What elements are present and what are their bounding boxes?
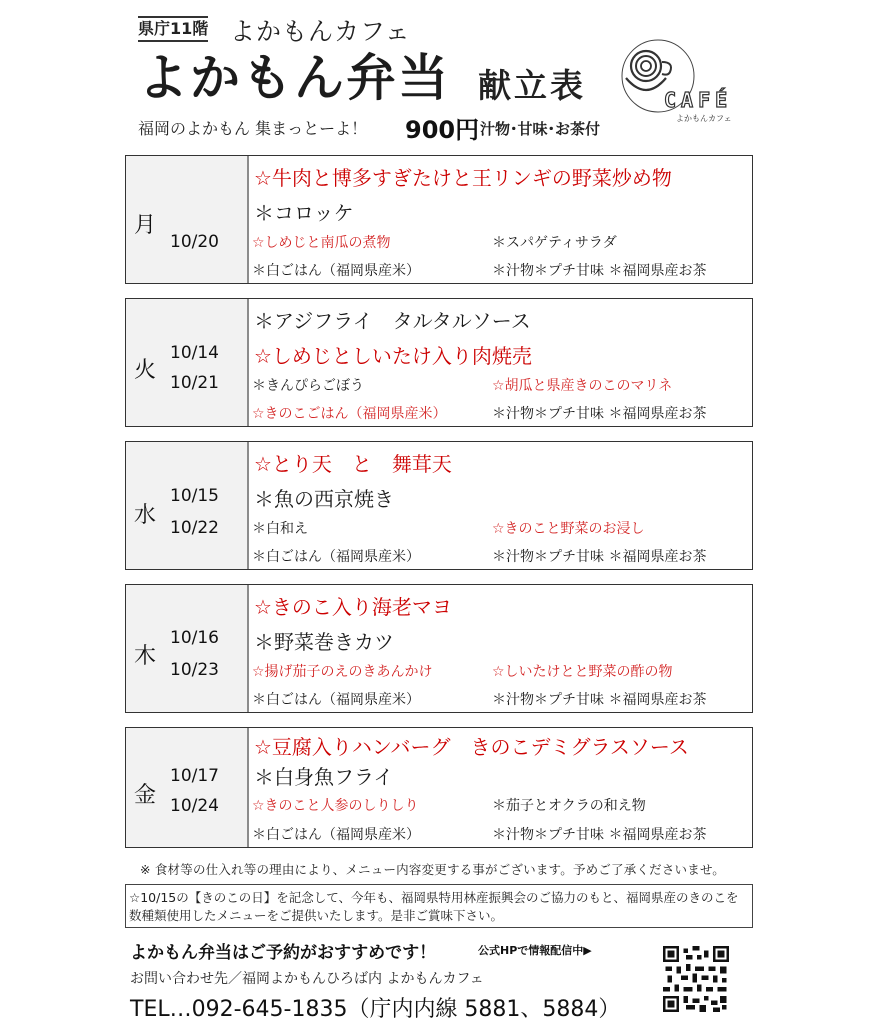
- rice: ＊白ごはん（福岡県産米）: [252, 692, 420, 708]
- rice: ☆きのこごはん（福岡県産米）: [252, 406, 447, 422]
- price: 900円: [405, 116, 480, 144]
- side-dish: ＊茄子とオクラの和え物: [492, 798, 646, 814]
- set-items: ＊汁物＊プチ甘味 ＊福岡県産お茶: [492, 263, 707, 279]
- menu-change-notice: ※ 食材等の仕入れ等の理由により、メニュー内容変更する事がございます。予めご了承くださいませ。: [140, 862, 725, 877]
- day-date: 10/16: [170, 628, 219, 648]
- main-dish: ☆とり天 と 舞茸天: [254, 452, 452, 476]
- cafe-name: よかもんカフェ: [230, 17, 411, 46]
- side-dish: ＊きんぴらごぼう: [252, 378, 364, 394]
- day-label: 木: [134, 644, 157, 669]
- reservation-note: よかもん弁当はご予約がおすすめです！: [130, 943, 437, 963]
- rice: ＊白ごはん（福岡県産米）: [252, 263, 420, 279]
- tagline: 福岡のよかもん 集まっとーよ！: [138, 119, 368, 138]
- rice: ＊白ごはん（福岡県産米）: [252, 827, 420, 843]
- main-dish: ＊コロッケ: [254, 201, 354, 225]
- side-dish: ＊スパゲティサラダ: [492, 235, 617, 251]
- menu-cell: [250, 442, 752, 569]
- menu-cell: [250, 728, 752, 847]
- day-date: 10/23: [170, 660, 219, 680]
- page-subtitle: 献立表: [478, 66, 586, 105]
- menu-cell: [250, 156, 752, 283]
- main-dish: ＊アジフライ タルタルソース: [254, 309, 531, 333]
- main-dish: ☆しめじとしいたけ入り肉焼売: [254, 344, 532, 368]
- day-label: 月: [134, 213, 157, 238]
- day-label: 金: [134, 783, 157, 808]
- price-note: 汁物･甘味･お茶付: [480, 120, 601, 138]
- day-date: 10/15: [170, 486, 219, 506]
- day-block-wed: [125, 441, 753, 570]
- side-dish: ＊白和え: [252, 521, 308, 537]
- main-dish: ☆きのこ入り海老マヨ: [254, 595, 452, 619]
- menu-cell: [250, 585, 752, 712]
- rice: ＊白ごはん（福岡県産米）: [252, 549, 420, 565]
- side-dish: ☆胡瓜と県産きのこのマリネ: [492, 378, 673, 394]
- day-block-tue: [125, 298, 753, 427]
- official-hp-link[interactable]: 公式HPで情報配信中▶: [478, 944, 592, 957]
- set-items: ＊汁物＊プチ甘味 ＊福岡県産お茶: [492, 549, 707, 565]
- main-dish: ☆豆腐入りハンバーグ きのこデミグラスソース: [254, 735, 689, 759]
- side-dish: ☆しめじと南瓜の煮物: [252, 235, 391, 251]
- main-dish: ＊白身魚フライ: [254, 765, 394, 789]
- set-items: ＊汁物＊プチ甘味 ＊福岡県産お茶: [492, 406, 707, 422]
- qr-code-icon[interactable]: [660, 946, 732, 1012]
- mushroom-day-notice: ☆10/15の【きのこの日】を記念して、今年も、福岡県特用林産振興会のご協力のもと、福岡県産のきのこを数種類使用したメニューをご提供いたします。是非ご賞味下さい。: [125, 884, 753, 928]
- day-cell: [126, 585, 249, 712]
- day-block-fri: [125, 727, 753, 848]
- side-dish: ☆揚げ茄子のえのきあんかけ: [252, 664, 433, 680]
- menu-cell: [250, 299, 752, 426]
- side-dish: ☆きのこと人参のしりしり: [252, 798, 419, 814]
- contact-info: お問い合わせ先／福岡よかもんひろば内 よかもんカフェ: [130, 971, 484, 987]
- day-date: 10/17: [170, 766, 219, 786]
- side-dish: ☆しいたけとと野菜の酢の物: [492, 664, 673, 680]
- day-cell: [126, 156, 249, 283]
- day-block-mon: [125, 155, 753, 284]
- day-cell: [126, 728, 249, 847]
- page-title: よかもん弁当: [138, 49, 450, 107]
- day-block-thu: [125, 584, 753, 713]
- day-date: 10/21: [170, 373, 219, 393]
- telephone: TEL…092-645-1835（庁内内線 5881、5884）: [130, 997, 621, 1022]
- day-label: 水: [134, 503, 157, 528]
- main-dish: ＊野菜巻きカツ: [254, 630, 394, 654]
- day-label: 火: [134, 358, 157, 383]
- floor-tag: 県庁11階: [138, 16, 208, 42]
- day-date: 10/24: [170, 796, 219, 816]
- day-date: 10/14: [170, 343, 219, 363]
- day-date: 10/22: [170, 518, 219, 538]
- day-date: 10/20: [170, 232, 219, 252]
- set-items: ＊汁物＊プチ甘味 ＊福岡県産お茶: [492, 827, 707, 843]
- logo-subtext: よかもんカフェ: [676, 114, 732, 123]
- logo-cafe-text: CAFÉ: [664, 88, 733, 112]
- main-dish: ＊魚の西京焼き: [254, 487, 394, 511]
- set-items: ＊汁物＊プチ甘味 ＊福岡県産お茶: [492, 692, 707, 708]
- day-cell: [126, 442, 249, 569]
- day-cell: [126, 299, 249, 426]
- side-dish: ☆きのこと野菜のお浸し: [492, 521, 645, 537]
- main-dish: ☆牛肉と博多すぎたけと王リンギの野菜炒め物: [254, 166, 672, 190]
